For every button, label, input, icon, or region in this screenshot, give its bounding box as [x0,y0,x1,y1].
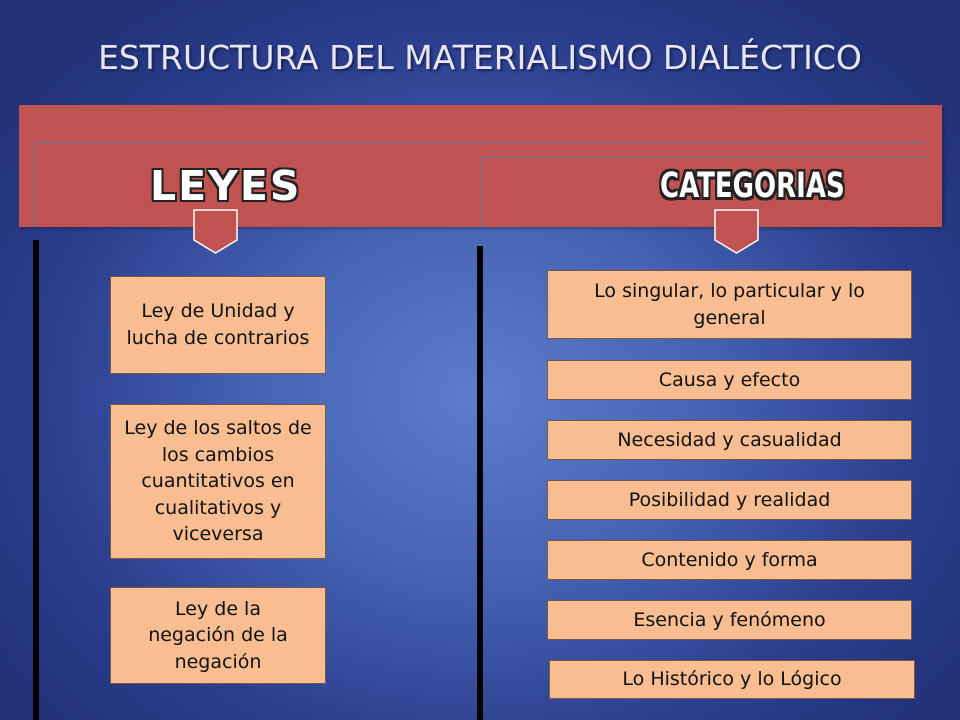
categorias-item-6 [547,600,912,640]
categorias-heading: CATEGORIAS [660,166,845,207]
categorias-item-5 [547,540,912,580]
leyes-item-2 [110,404,326,559]
categorias-item-3-text: Necesidad y casualidad [617,428,842,451]
leyes-item-1 [110,276,326,374]
categorias-item-3 [547,420,912,460]
categorias-connector-left [481,156,482,227]
categorias-item-1 [547,270,912,339]
leyes-item-1-text: Ley de Unidad y lucha de contrarios [126,300,310,349]
categorias-item-6-text: Esencia y fenómeno [633,608,826,631]
categorias-vertical-line [477,246,483,720]
leyes-item-2-text: Ley de los saltos de los cambios cuantitativos en cualitativos y viceversa [124,417,312,546]
categorias-item-4-text: Posibilidad y realidad [628,488,831,511]
categorias-item-1-text: Lo singular, lo particular y lo general [594,279,865,329]
categorias-connector-top [481,156,927,157]
leyes-item-3 [110,587,326,684]
categorias-item-2 [547,360,912,400]
categorias-item-7 [549,660,915,699]
leyes-connector-left [35,142,36,227]
leyes-vertical-line [33,240,39,720]
categorias-item-5-text: Contenido y forma [641,548,818,571]
leyes-connector-top [35,142,925,143]
categorias-item-2-text: Causa y efecto [658,368,801,391]
page-title: ESTRUCTURA DEL MATERIALISMO DIALÉCTICO [98,38,862,77]
categorias-item-7-text: Lo Histórico y lo Lógico [622,668,842,691]
categorias-item-4 [547,480,912,520]
categorias-pointer-icon [713,208,761,256]
leyes-item-3-text: Ley de la negación de la negación [148,597,288,673]
leyes-heading: LEYES [150,162,302,210]
leyes-pointer-icon [192,208,240,256]
